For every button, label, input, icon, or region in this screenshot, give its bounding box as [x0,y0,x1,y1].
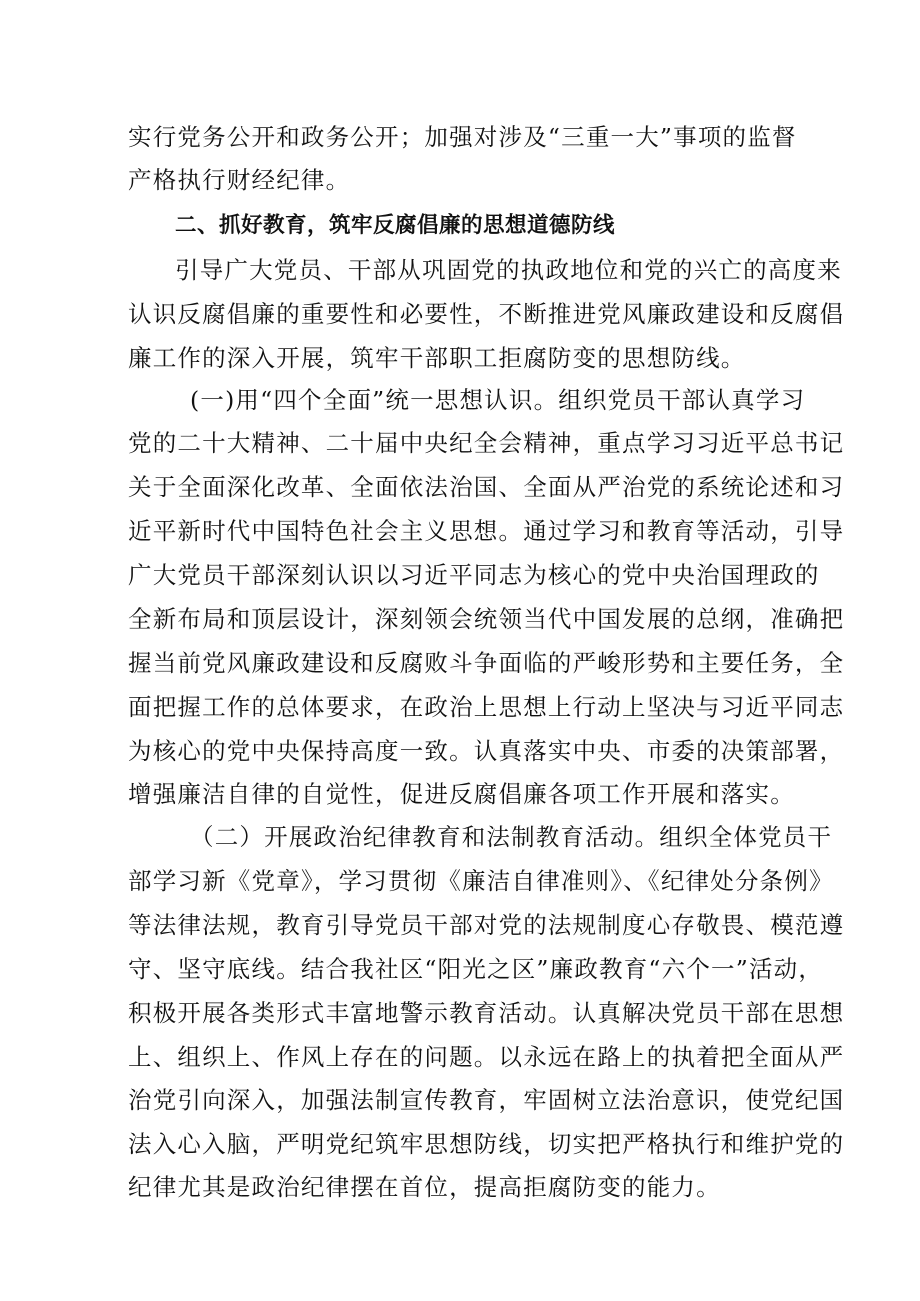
text-line: 廉工作的深入开展，筑牢干部职工拒腐防变的思想防线。 [128,344,746,372]
section-heading: 二、抓好教育，筑牢反腐倡廉的思想道德防线 [175,213,616,238]
text-line: （二）开展政治纪律教育和法制教育活动。组织全体党员干 [190,823,833,851]
text-line: 全新布局和顶层设计，深刻领会统领当代中国发展的总纲，准确把 [128,605,845,633]
text-line: 认识反腐倡廉的重要性和必要性，不断推进党风廉政建设和反腐倡 [128,300,845,328]
text-line: 产格执行财经纪律。 [128,166,351,194]
text-line: 部学习新《党章》，学习贯彻《廉洁自律准则》、《纪律处分条例》 [128,867,834,895]
text-line: 引导广大党员、干部从巩固党的执政地位和党的兴亡的高度来 [175,256,842,284]
text-line: 积极开展各类形式丰富地警示教育活动。认真解决党员干部在思想 [128,999,845,1027]
text-line: 增强廉洁自律的自觉性，促进反腐倡廉各项工作开展和落实。 [128,780,795,808]
text-line: 守、坚守底线。结合我社区“阳光之区”廉政教育“六个一”活动， [128,955,824,983]
text-line: 等法律法规，教育引导党员干部对党的法规制度心存敬畏、模范遵 [128,911,845,939]
text-line: 纪律尤其是政治纪律摆在首位，提高拒腐防变的能力。 [128,1173,721,1201]
text-line: 党的二十大精神、二十届中央纪全会精神，重点学习习近平总书记 [128,429,845,457]
text-line: 近平新时代中国特色社会主义思想。通过学习和教育等活动，引导 [128,517,845,545]
text-line: 面把握工作的总体要求，在政治上思想上行动上坚决与习近平同志 [128,693,845,721]
text-line: 广大党员干部深刻认识以习近平同志为核心的党中央治国理政的 [128,561,820,589]
text-line: 为核心的党中央保持高度一致。认真落实中央、市委的决策部署， [128,737,845,765]
text-line: 关于全面深化改革、全面依法治国、全面从严治党的系统论述和习 [128,473,845,501]
text-line: 法入心入脑，严明党纪筑牢思想防线，切实把严格执行和维护党的 [128,1130,845,1158]
text-line: 握当前党风廉政建设和反腐败斗争面临的严峻形势和主要任务，全 [128,649,845,677]
text-line: (一)用“四个全面”统一思想认识。组织党员干部认真学习 [190,386,806,414]
text-line: 实行党务公开和政务公开；加强对涉及“三重一大”事项的监督 [128,123,797,151]
text-line: 上、组织上、作风上存在的问题。以永远在路上的执着把全面从严 [128,1043,845,1071]
text-line: 治党引向深入，加强法制宣传教育，牢固树立法治意识，使党纪国 [128,1086,845,1114]
